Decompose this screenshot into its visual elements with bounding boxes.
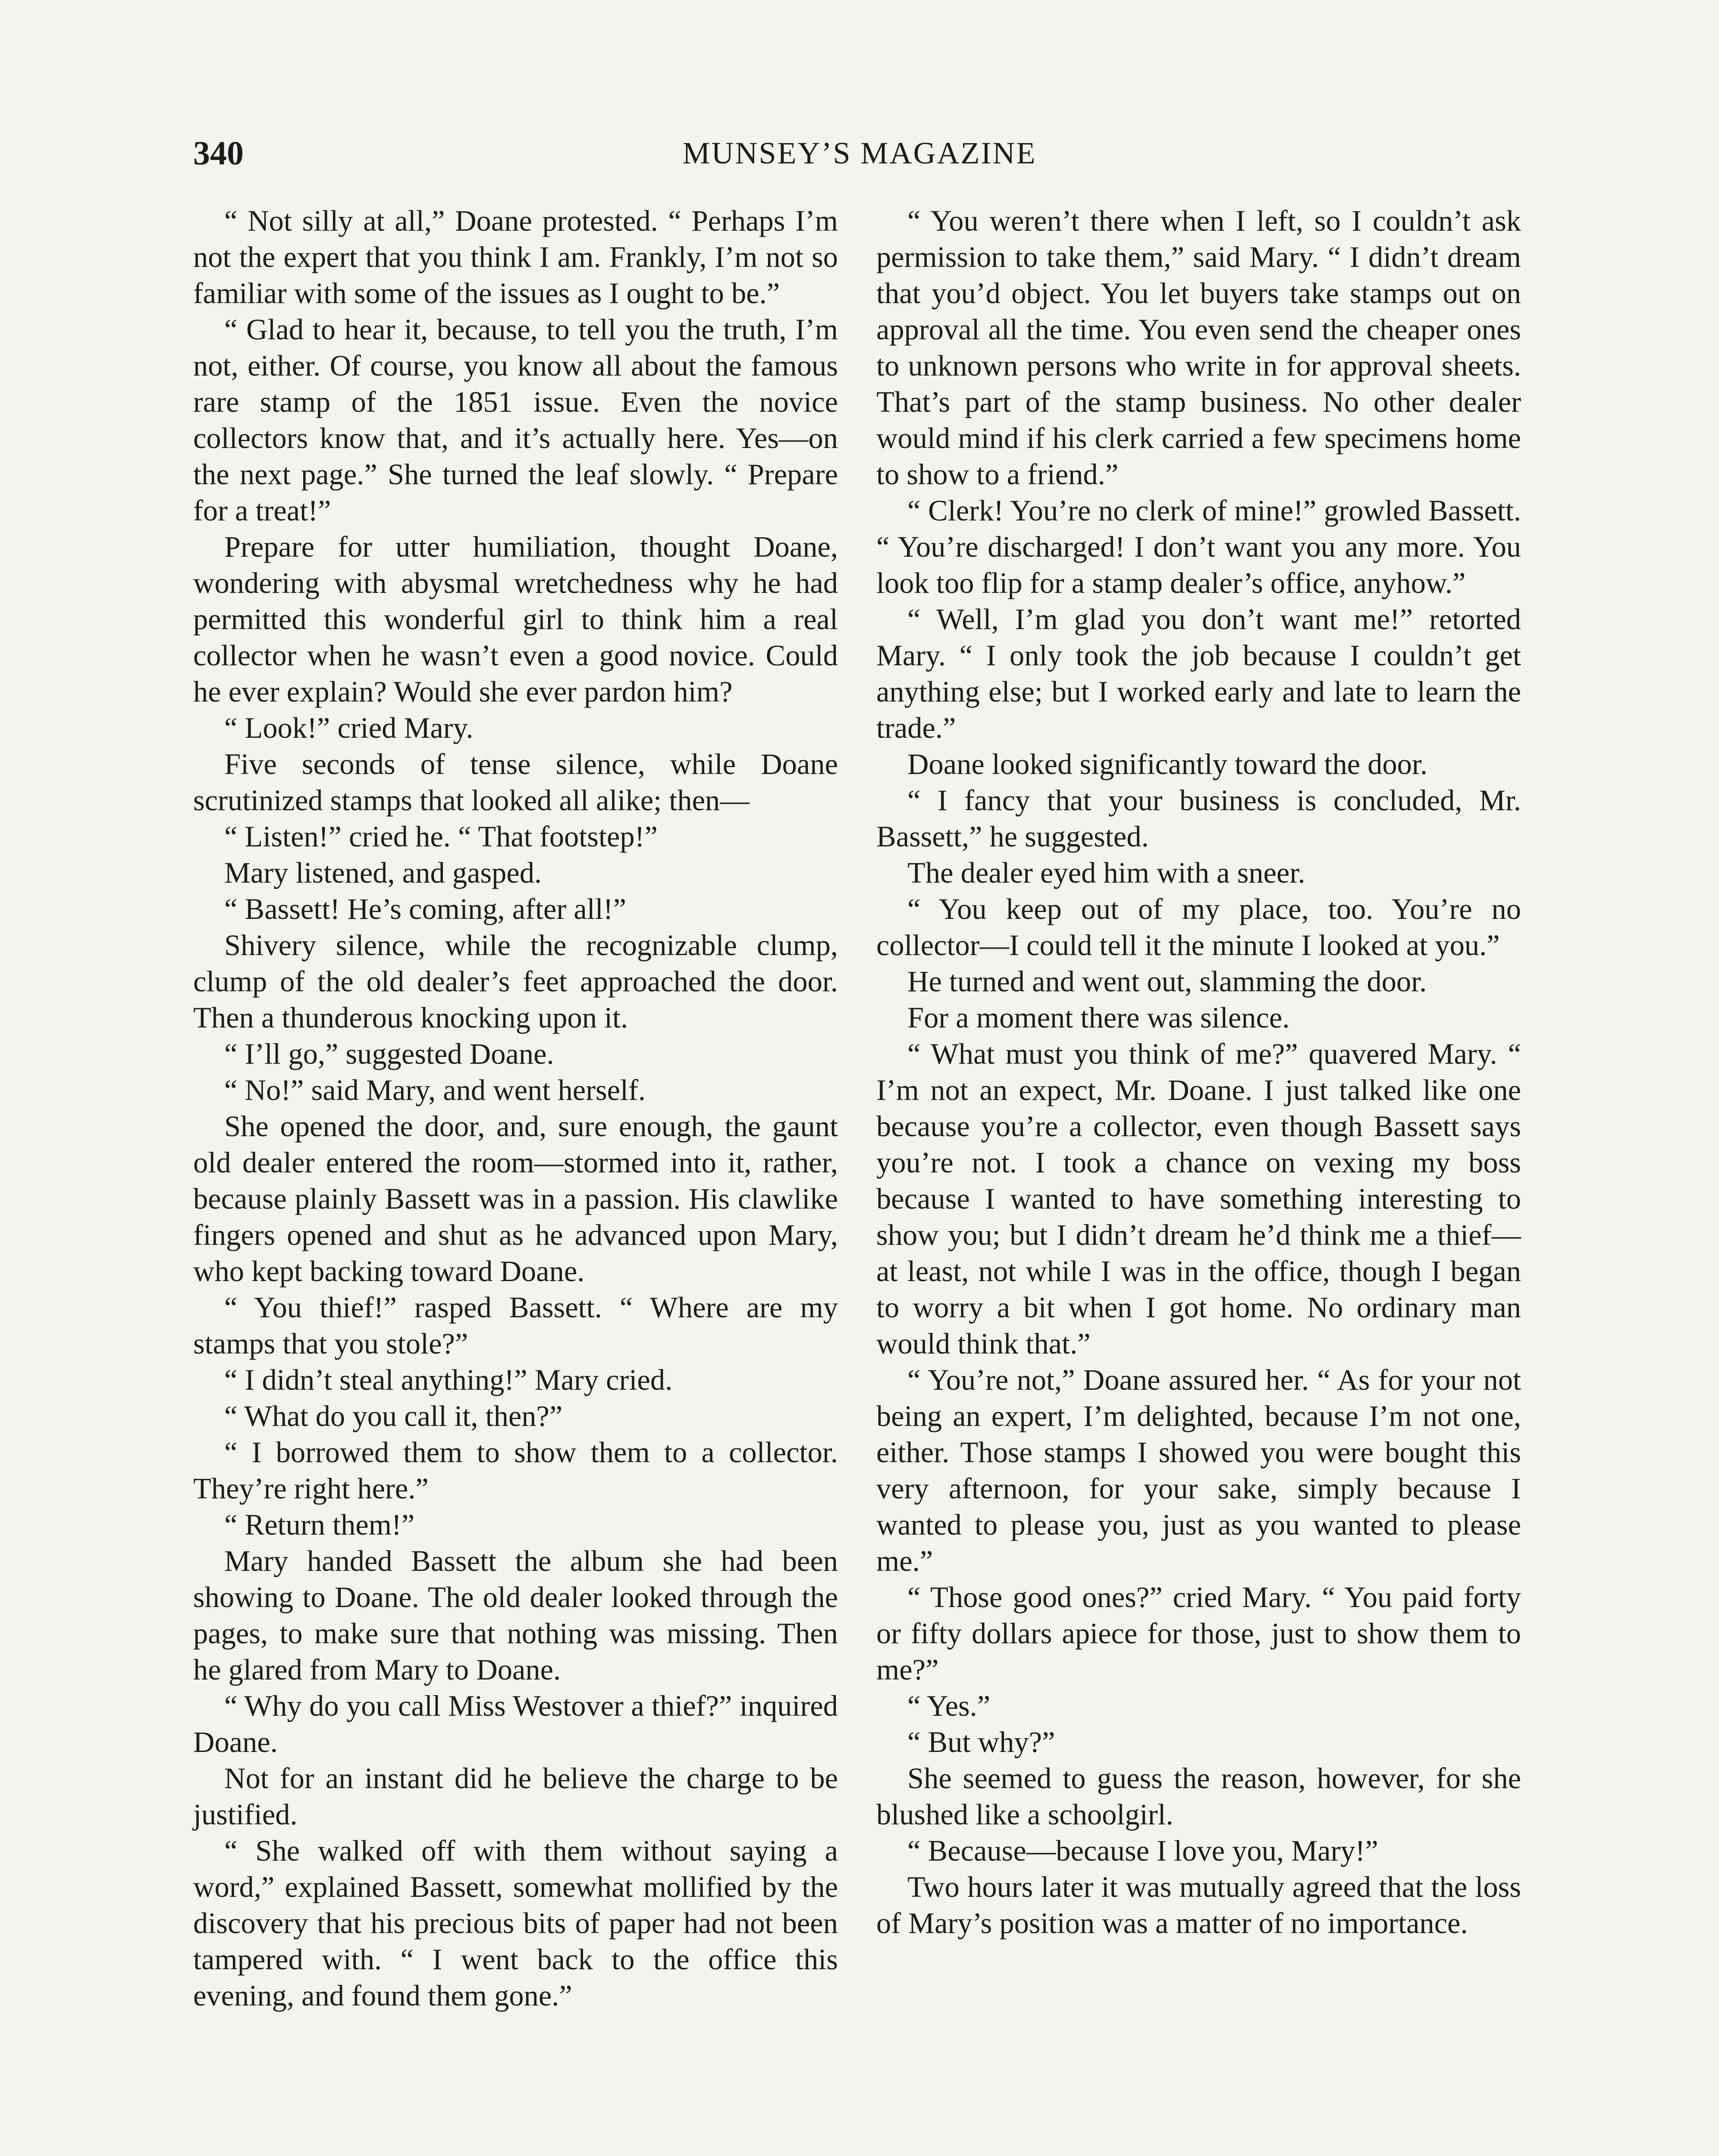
paragraph: Two hours later it was mutually agreed that the loss of Mary’s position was a matter of no importance. <box>876 1871 1521 1940</box>
paragraph: “ Bassett! He’s coming, after all!” <box>224 893 627 925</box>
paragraph: He turned and went out, slamming the door. <box>907 965 1427 998</box>
paragraph: “ You keep out of my place, too. You’re no collector—I could tell it the minute I looked at you.” <box>876 893 1521 962</box>
paragraph: “ You thief!” rasped Bassett. “ Where are my stamps that you stole?” <box>193 1291 838 1360</box>
paragraph: “ I didn’t steal anything!” Mary cried. <box>224 1363 673 1396</box>
paragraph: Prepare for utter humiliation, thought Doane, wondering with abysmal wretchedness why he had permitted this wonderful girl to think him a real collector when he wasn’t even a good novice. Could he ever explain? Would she ever pardon him? <box>193 530 838 708</box>
paragraph: For a moment there was silence. <box>907 1001 1290 1034</box>
left-column <box>193 203 838 2014</box>
paragraph: “ Well, I’m glad you don’t want me!” retorted Mary. “ I only took the job because I couldn’t get anything else; but I worked early and late to learn the trade.” <box>876 603 1521 744</box>
paragraph: “ You’re not,” Doane assured her. “ As for your not being an expert, I’m delighted, because I’m not one, either. Those stamps I showed you were bought this very afternoon, for your sake, simply because I wanted to please you, just as you wanted to please me.” <box>876 1363 1521 1577</box>
paragraph: “ No!” said Mary, and went herself. <box>224 1074 646 1106</box>
paragraph: The dealer eyed him with a sneer. <box>907 856 1305 889</box>
paragraph: “ I borrowed them to show them to a collector. They’re right here.” <box>193 1436 838 1505</box>
paragraph: “ Look!” cried Mary. <box>224 711 474 744</box>
paragraph: “ What do you call it, then?” <box>224 1400 563 1432</box>
page-number: 340 <box>193 134 244 172</box>
paragraph: “ Listen!” cried he. “ That footstep!” <box>224 820 658 853</box>
paragraph: Not for an instant did he believe the charge to be justified. <box>193 1762 838 1831</box>
paragraph: “ Not silly at all,” Doane protested. “ Perhaps I’m not the expert that you think I am. Frankly, I’m not so familiar with some of the issues as I ought to be.” <box>193 204 838 310</box>
paragraph: Shivery silence, while the recognizable clump, clump of the old dealer’s feet approached the door. Then a thunderous knocking upon it. <box>193 929 838 1034</box>
paragraph: “ She walked off with them without saying a word,” explained Bassett, somewhat mollified by the discovery that his precious bits of paper had not been tampered with. “ I went back to the office this evening, and found them gone.” <box>193 1834 838 2012</box>
paragraph: “ Because—because I love you, Mary!” <box>907 1834 1378 1867</box>
paragraph: “ I fancy that your business is concluded, Mr. Bassett,” he suggested. <box>876 784 1521 853</box>
paragraph: “ What must you think of me?” quavered Mary. “ I’m not an expect, Mr. Doane. I just talked like one because you’re a collector, even though Bassett says you’re not. I took a chance on vexing my boss because I wanted to have something interesting to show you; but I didn’t dream he’d think me a thief—at least, not while I was in the office, though I began to worry a bit when I got home. No ordinary man would think that.” <box>876 1037 1521 1360</box>
paragraph: “ I’ll go,” suggested Doane. <box>224 1037 554 1070</box>
paragraph: “ You weren’t there when I left, so I couldn’t ask permission to take them,” said Mary. “ I didn’t dream that you’d object. You let buyers take stamps out on approval all the time. You even send the cheaper ones to unknown persons who write in for approval sheets. That’s part of the stamp business. No other dealer would mind if his clerk carried a few specimens home to show to a friend.” <box>876 204 1521 491</box>
paragraph: “ Return them!” <box>224 1508 415 1541</box>
paragraph: Mary listened, and gasped. <box>224 856 542 889</box>
paragraph: She seemed to guess the reason, however, for she blushed like a schoolgirl. <box>876 1762 1521 1831</box>
paragraph: “ But why?” <box>907 1726 1055 1758</box>
paragraph: “ Why do you call Miss Westover a thief?” inquired Doane. <box>193 1689 838 1758</box>
paragraph: “ Yes.” <box>907 1689 991 1722</box>
page-header <box>193 129 1526 181</box>
paragraph: “ Clerk! You’re no clerk of mine!” growled Bassett. “ You’re discharged! I don’t want you any more. You look too flip for a stamp dealer’s office, anyhow.” <box>876 494 1521 599</box>
running-title: MUNSEY’S MAGAZINE <box>682 136 1037 170</box>
paragraph: Doane looked significantly toward the door. <box>907 748 1428 780</box>
paragraph: “ Those good ones?” cried Mary. “ You paid forty or fifty dollars apiece for those, just to show them to me?” <box>876 1581 1521 1686</box>
paragraph: “ Glad to hear it, because, to tell you the truth, I’m not, either. Of course, you know all about the famous rare stamp of the 1851 issue. Even the novice collectors know that, and it’s actually here. Yes—on the next page.” She turned the leaf slowly. “ Prepare for a treat!” <box>193 313 838 527</box>
right-column <box>876 203 1521 1941</box>
paragraph: Mary handed Bassett the album she had been showing to Doane. The old dealer looked through the pages, to make sure that nothing was missing. Then he glared from Mary to Doane. <box>193 1545 838 1686</box>
paragraph: She opened the door, and, sure enough, the gaunt old dealer entered the room—stormed into it, rather, because plainly Bassett was in a passion. His clawlike fingers opened and shut as he advanced upon Mary, who kept backing toward Doane. <box>193 1110 838 1288</box>
paragraph: Five seconds of tense silence, while Doane scrutinized stamps that looked all alike; then— <box>193 748 838 817</box>
